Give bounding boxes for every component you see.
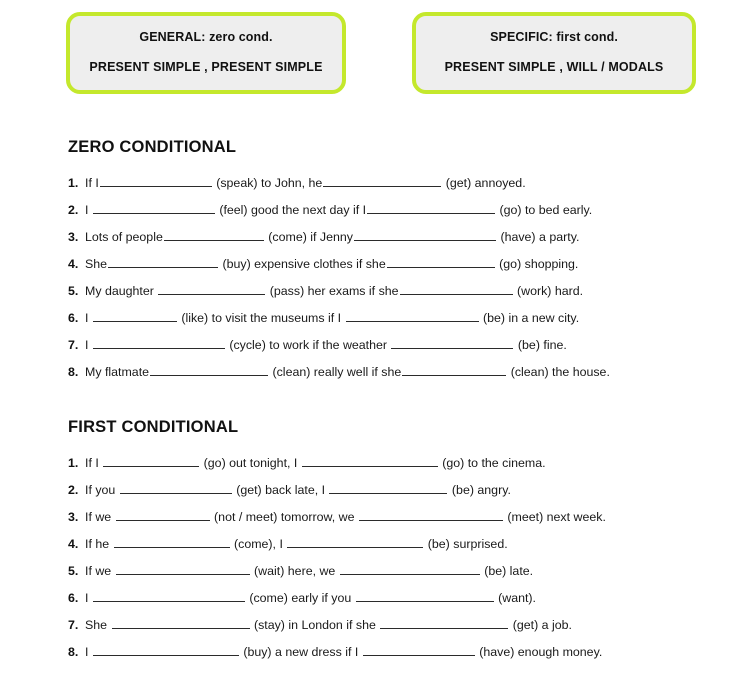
exercise-text: (get) a job. xyxy=(509,618,572,632)
exercise-text: (want). xyxy=(494,591,536,605)
answer-blank[interactable] xyxy=(387,255,495,268)
answer-blank[interactable] xyxy=(340,562,480,575)
exercise-item xyxy=(68,359,708,386)
answer-blank[interactable] xyxy=(380,616,508,629)
exercise-text: (stay) in London if she xyxy=(250,618,380,632)
exercise-item-number: 7. xyxy=(68,338,79,352)
exercise-item-number: 6. xyxy=(68,311,79,325)
exercise-text: (feel) good the next day if I xyxy=(215,203,367,217)
exercise-item-number: 3. xyxy=(68,230,79,244)
exercise-item xyxy=(68,531,708,558)
exercise-text: I xyxy=(85,311,92,325)
exercise-text: (like) to visit the museums if I xyxy=(177,311,345,325)
answer-blank[interactable] xyxy=(329,481,447,494)
exercise-text: (meet) next week. xyxy=(503,510,606,524)
answer-blank[interactable] xyxy=(100,174,212,187)
formula-box-title: SPECIFIC: first cond. xyxy=(490,30,618,44)
exercise-item xyxy=(68,305,708,332)
exercise-text: If we xyxy=(85,510,115,524)
exercise-text: She xyxy=(85,257,108,271)
exercise-item xyxy=(68,197,708,224)
answer-blank[interactable] xyxy=(354,228,496,241)
exercise-item xyxy=(68,278,708,305)
exercise-text: (buy) a new dress if I xyxy=(239,645,362,659)
exercise-text: (go) out tonight, I xyxy=(200,456,301,470)
answer-blank[interactable] xyxy=(93,643,239,656)
section-heading-first-conditional: FIRST CONDITIONAL xyxy=(68,417,239,436)
exercise-text: (clean) the house. xyxy=(507,365,610,379)
exercise-text: My flatmate xyxy=(85,365,150,379)
exercise-text: (be) in a new city. xyxy=(479,311,580,325)
exercise-item xyxy=(68,639,708,666)
answer-blank[interactable] xyxy=(287,535,423,548)
exercise-text: (wait) here, we xyxy=(250,564,339,578)
exercise-item-number: 8. xyxy=(68,645,79,659)
answer-blank[interactable] xyxy=(103,454,199,467)
exercise-text: (clean) really well if she xyxy=(269,365,402,379)
answer-blank[interactable] xyxy=(400,282,513,295)
exercise-text: (work) hard. xyxy=(513,284,584,298)
answer-blank[interactable] xyxy=(302,454,438,467)
answer-blank[interactable] xyxy=(391,336,513,349)
exercise-item-number: 3. xyxy=(68,510,79,524)
exercise-item xyxy=(68,450,708,477)
formula-box-title: GENERAL: zero cond. xyxy=(139,30,273,44)
answer-blank[interactable] xyxy=(363,643,475,656)
answer-blank[interactable] xyxy=(346,309,479,322)
exercise-text: (get) annoyed. xyxy=(442,176,526,190)
exercise-text: I xyxy=(85,591,92,605)
answer-blank[interactable] xyxy=(402,363,506,376)
exercise-text: If he xyxy=(85,537,113,551)
exercise-item xyxy=(68,558,708,585)
formula-box-general-zero xyxy=(66,12,346,94)
exercise-item xyxy=(68,224,708,251)
exercise-text: (come) early if you xyxy=(245,591,355,605)
exercise-text: I xyxy=(85,338,92,352)
exercise-text: (have) enough money. xyxy=(475,645,603,659)
exercise-text: (have) a party. xyxy=(497,230,580,244)
exercise-item xyxy=(68,585,708,612)
answer-blank[interactable] xyxy=(158,282,265,295)
answer-blank[interactable] xyxy=(367,201,495,214)
answer-blank[interactable] xyxy=(359,508,503,521)
exercise-text: My daughter xyxy=(85,284,158,298)
exercise-text: (speak) to John, he xyxy=(212,176,323,190)
answer-blank[interactable] xyxy=(112,616,250,629)
exercise-list-first-conditional xyxy=(68,450,708,666)
exercise-item xyxy=(68,477,708,504)
exercise-list-zero-conditional xyxy=(68,170,708,386)
exercise-text: (go) to bed early. xyxy=(496,203,593,217)
answer-blank[interactable] xyxy=(93,201,215,214)
exercise-item-number: 5. xyxy=(68,284,79,298)
answer-blank[interactable] xyxy=(116,562,250,575)
exercise-text: I xyxy=(85,203,92,217)
exercise-text: (come), I xyxy=(230,537,287,551)
answer-blank[interactable] xyxy=(93,589,245,602)
exercise-text: (be) angry. xyxy=(448,483,511,497)
answer-blank[interactable] xyxy=(356,589,494,602)
exercise-text: I xyxy=(85,645,92,659)
answer-blank[interactable] xyxy=(116,508,210,521)
answer-blank[interactable] xyxy=(93,309,177,322)
exercise-text: (cycle) to work if the weather xyxy=(225,338,391,352)
formula-box-specific-first xyxy=(412,12,696,94)
exercise-item-number: 1. xyxy=(68,456,79,470)
exercise-text: (go) to the cinema. xyxy=(438,456,546,470)
exercise-item-number: 1. xyxy=(68,176,79,190)
answer-blank[interactable] xyxy=(323,174,441,187)
exercise-text: If we xyxy=(85,564,115,578)
exercise-text: (be) late. xyxy=(480,564,534,578)
section-heading-zero-conditional: ZERO CONDITIONAL xyxy=(68,137,237,156)
exercise-text: (go) shopping. xyxy=(495,257,579,271)
exercise-item-number: 4. xyxy=(68,257,79,271)
exercise-text: (buy) expensive clothes if she xyxy=(219,257,386,271)
formula-box-row xyxy=(66,12,696,94)
exercise-item xyxy=(68,504,708,531)
answer-blank[interactable] xyxy=(108,255,218,268)
exercise-item-number: 7. xyxy=(68,618,79,632)
exercise-text: (not / meet) tomorrow, we xyxy=(210,510,358,524)
answer-blank[interactable] xyxy=(114,535,230,548)
formula-box-pattern: PRESENT SIMPLE , WILL / MODALS xyxy=(444,60,664,74)
exercise-text: If I xyxy=(85,176,99,190)
answer-blank[interactable] xyxy=(164,228,264,241)
answer-blank[interactable] xyxy=(93,336,225,349)
exercise-item xyxy=(68,251,708,278)
exercise-item-number: 5. xyxy=(68,564,79,578)
answer-blank[interactable] xyxy=(150,363,268,376)
exercise-item xyxy=(68,332,708,359)
exercise-text: (be) surprised. xyxy=(424,537,508,551)
exercise-text: (be) fine. xyxy=(514,338,567,352)
answer-blank[interactable] xyxy=(120,481,232,494)
exercise-item-number: 8. xyxy=(68,365,79,379)
exercise-text: Lots of people xyxy=(85,230,163,244)
exercise-item xyxy=(68,170,708,197)
exercise-text: If I xyxy=(85,456,103,470)
exercise-text: If you xyxy=(85,483,119,497)
exercise-item-number: 4. xyxy=(68,537,79,551)
exercise-text: She xyxy=(85,618,111,632)
exercise-item-number: 2. xyxy=(68,483,79,497)
exercise-text: (pass) her exams if she xyxy=(266,284,399,298)
exercise-item xyxy=(68,612,708,639)
exercise-text: (get) back late, I xyxy=(232,483,329,497)
exercise-item-number: 2. xyxy=(68,203,79,217)
exercise-text: (come) if Jenny xyxy=(264,230,353,244)
formula-box-pattern: PRESENT SIMPLE , PRESENT SIMPLE xyxy=(89,60,323,74)
exercise-item-number: 6. xyxy=(68,591,79,605)
